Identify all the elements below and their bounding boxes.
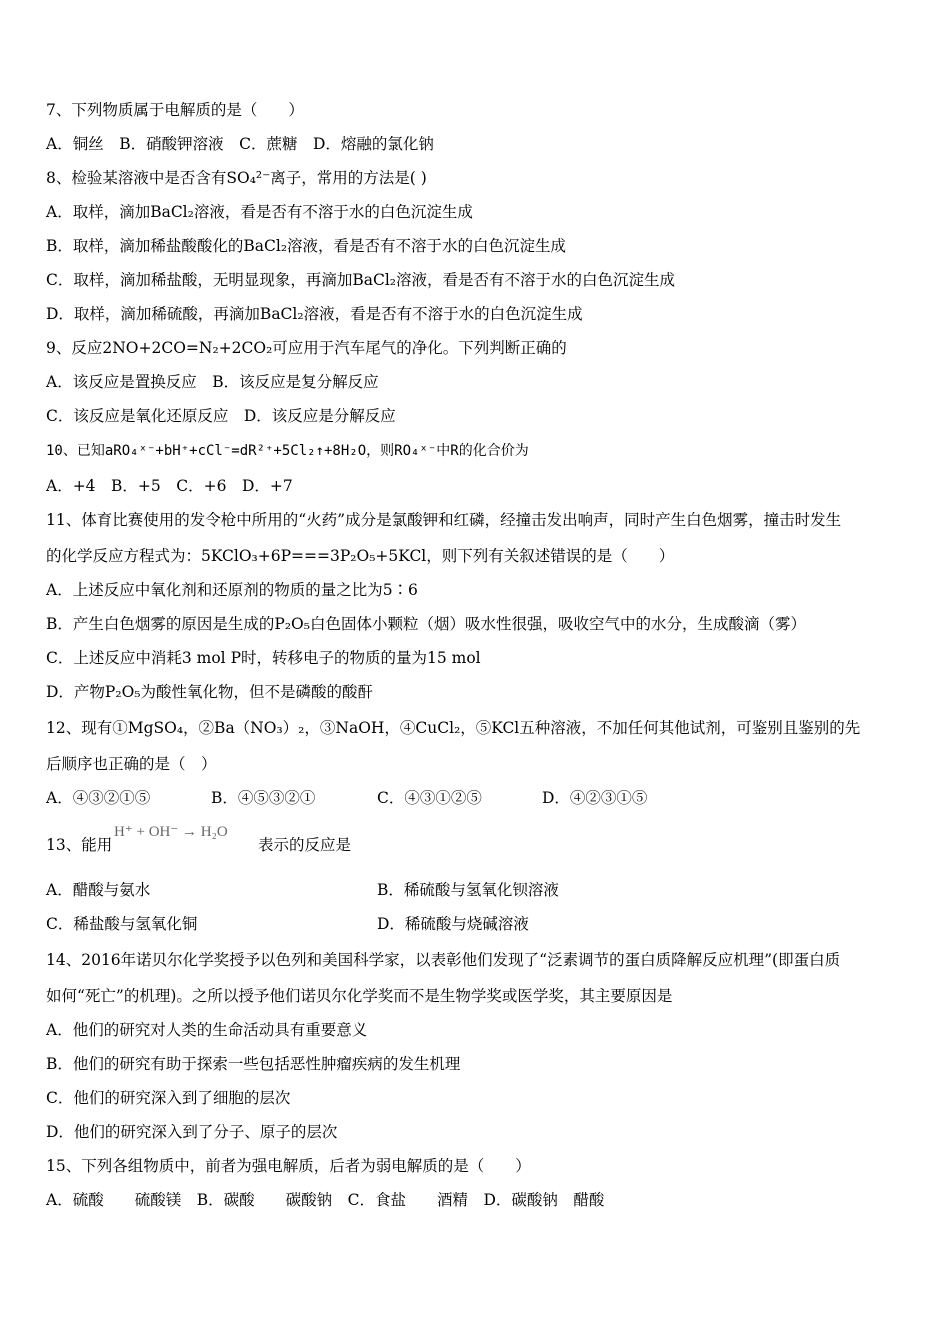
q8-option-a: A．取样，滴加BaCl₂溶液，看是否有不溶于水的白色沉淀生成 bbox=[46, 203, 473, 221]
q12-option-a: A．④③②①⑤ bbox=[46, 789, 151, 807]
q8-stem: 8、检验某溶液中是否含有SO₄²⁻离子，常用的方法是( ) bbox=[46, 169, 427, 187]
q13-option-a: A．醋酸与氨水 bbox=[46, 881, 151, 899]
q9-options-ab: A．该反应是置换反应 B．该反应是复分解反应 bbox=[46, 373, 379, 391]
q12-stem-line2: 后顺序也正确的是（ ） bbox=[46, 755, 217, 773]
q13-formula: H⁺ + OH⁻ → H₂O bbox=[114, 824, 228, 840]
q13-stem-before: 13、能用 bbox=[46, 836, 113, 854]
q15-options: A．硫酸 硫酸镁 B．碳酸 碳酸钠 C．食盐 酒精 D．碳酸钠 醋酸 bbox=[46, 1191, 605, 1209]
q9-stem: 9、反应2NO+2CO=N₂+2CO₂可应用于汽车尾气的净化。下列判断正确的 bbox=[46, 339, 567, 357]
q14-stem-line2: 如何“死亡”的机理)。之所以授予他们诺贝尔化学奖而不是生物学奖或医学奖，其主要原因是 bbox=[46, 987, 673, 1005]
q14-option-a: A．他们的研究对人类的生命活动具有重要意义 bbox=[46, 1021, 368, 1039]
q13-option-c: C．稀盐酸与氢氧化铜 bbox=[46, 915, 198, 933]
q11-option-c: C．上述反应中消耗3 mol P时，转移电子的物质的量为15 mol bbox=[46, 649, 481, 667]
q11-stem-line1: 11、体育比赛使用的发令枪中所用的“火药”成分是氯酸钾和红磷，经撞击发出响声，同时产生白色烟雾，撞击时发生 bbox=[46, 511, 842, 529]
q11-stem-line2: 的化学反应方程式为：5KClO₃+6P===3P₂O₅+5KCl，则下列有关叙述错误的是（ ） bbox=[46, 547, 675, 565]
q7-options: A．铜丝 B．硝酸钾溶液 C．蔗糖 D．熔融的氯化钠 bbox=[46, 135, 434, 153]
q12-option-d: D．④②③①⑤ bbox=[542, 789, 648, 807]
q10-options: A．+4 B．+5 C．+6 D．+7 bbox=[46, 477, 293, 495]
q12-stem-line1: 12、现有①MgSO₄，②Ba（NO₃）₂，③NaOH，④CuCl₂，⑤KCl五种溶液，不加任何其他试剂，可鉴别且鉴别的先 bbox=[46, 719, 861, 737]
q8-option-c: C．取样，滴加稀盐酸，无明显现象，再滴加BaCl₂溶液，看是否有不溶于水的白色沉淀生成 bbox=[46, 271, 676, 289]
q12-option-b: B．④⑤③②① bbox=[211, 789, 316, 807]
q7-stem: 7、下列物质属于电解质的是（ ） bbox=[46, 101, 304, 119]
q13-option-d: D．稀硫酸与烧碱溶液 bbox=[377, 915, 529, 933]
q10-stem: 10、已知aRO₄ˣ⁻+bH⁺+cCl⁻=dR²⁺+5Cl₂↑+8H₂O，则RO₄ˣ⁻中R的化合价为 bbox=[46, 443, 529, 459]
q11-option-a: A．上述反应中氧化剂和还原剂的物质的量之比为5∶6 bbox=[46, 581, 418, 599]
q9-options-cd: C．该反应是氧化还原反应 D．该反应是分解反应 bbox=[46, 407, 396, 425]
q14-stem-line1: 14、2016年诺贝尔化学奖授予以色列和美国科学家，以表彰他们发现了“泛素调节的蛋白质降解反应机理”(即蛋白质 bbox=[46, 951, 841, 969]
q11-option-d: D．产物P₂O₅为酸性氧化物，但不是磷酸的酸酐 bbox=[46, 683, 373, 701]
q15-stem: 15、下列各组物质中，前者为强电解质，后者为弱电解质的是（ ） bbox=[46, 1157, 531, 1175]
q14-option-b: B．他们的研究有助于探索一些包括恶性肿瘤疾病的发生机理 bbox=[46, 1055, 461, 1073]
q14-option-d: D．他们的研究深入到了分子、原子的层次 bbox=[46, 1123, 338, 1141]
q8-option-b: B．取样，滴加稀盐酸酸化的BaCl₂溶液，看是否有不溶于水的白色沉淀生成 bbox=[46, 237, 567, 255]
q13-stem-after: 表示的反应是 bbox=[258, 836, 352, 854]
q8-option-d: D．取样，滴加稀硫酸，再滴加BaCl₂溶液，看是否有不溶于水的白色沉淀生成 bbox=[46, 305, 583, 323]
q12-option-c: C．④③①②⑤ bbox=[377, 789, 482, 807]
q13-option-b: B．稀硫酸与氢氧化钡溶液 bbox=[377, 881, 559, 899]
q11-option-b: B．产生白色烟雾的原因是生成的P₂O₅白色固体小颗粒（烟）吸水性很强，吸收空气中的水分，生成酸滴（雾） bbox=[46, 615, 806, 633]
q14-option-c: C．他们的研究深入到了细胞的层次 bbox=[46, 1089, 291, 1107]
